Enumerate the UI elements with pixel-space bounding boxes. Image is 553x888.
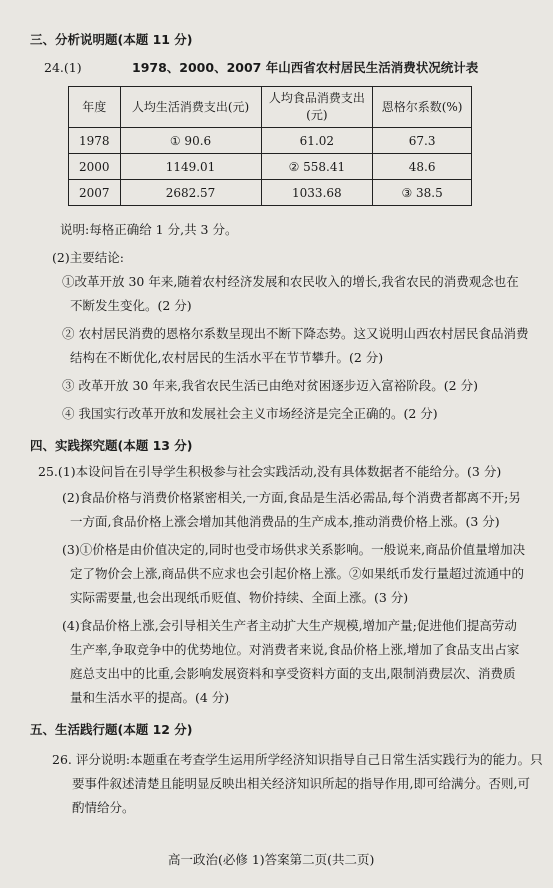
table-cell: 1149.01	[120, 154, 261, 180]
table-cell: 2007	[69, 180, 121, 206]
header-year: 年度	[69, 87, 121, 128]
q25-part4-cont-1: 生产率,争取竞争中的优势地位。对消费者来说,食品价格上涨,增加了食品支出占家	[70, 642, 520, 657]
conclusion-4: ④ 我国实行改革开放和发展社会主义市场经济是完全正确的。(2 分)	[62, 406, 438, 421]
q25-part2-cont: 一方面,食品价格上涨会增加其他消费品的生产成本,推动消费价格上涨。(3 分)	[70, 514, 500, 529]
conclusion-2: ② 农村居民消费的恩格尔系数呈现出不断下降态势。这又说明山西农村居民食品消费	[62, 326, 529, 341]
table-cell: 1033.68	[261, 180, 373, 206]
conclusion-2-cont: 结构在不断优化,农村居民的生活水平在节节攀升。(2 分)	[70, 350, 384, 365]
table-cell: 61.02	[261, 128, 373, 154]
consumption-stats-table	[68, 86, 472, 206]
table-cell: ① 90.6	[120, 128, 261, 154]
table-cell: 1978	[69, 128, 121, 154]
q25-part4-cont-3: 量和生活水平的提高。(4 分)	[70, 690, 230, 705]
q25-part2: (2)食品价格与消费价格紧密相关,一方面,食品是生活必需品,每个消费者都离不开;另	[62, 490, 521, 505]
table-cell: 48.6	[373, 154, 472, 180]
table-cell: ② 558.41	[261, 154, 373, 180]
page-footer: 高一政治(必修 1)答案第二页(共二页)	[168, 852, 375, 867]
conclusion-3: ③ 改革开放 30 年来,我省农民生活已由绝对贫困逐步迈入富裕阶段。(2 分)	[62, 378, 478, 393]
q25-part3-cont-2: 实际需要量,也会出现纸币贬值、物价持续、全面上涨。(3 分)	[70, 590, 409, 605]
section4-heading: 四、实践探究题(本题 13 分)	[30, 438, 193, 453]
q26-line-3: 酌情给分。	[72, 800, 135, 815]
q25-part4-cont-2: 庭总支出中的比重,会影响发展资料和享受资料方面的支出,限制消费层次、消费质	[70, 666, 516, 681]
q24-number: 24.(1)	[44, 60, 82, 75]
q26-line-1: 26. 评分说明:本题重在考查学生运用所学经济知识指导自己日常生活实践行为的能力。只	[52, 752, 543, 767]
header-per-capita-spending: 人均生活消费支出(元)	[120, 87, 261, 128]
header-per-capita-food: 人均食品消费支出(元)	[261, 87, 373, 128]
table-cell: 2682.57	[120, 180, 261, 206]
conclusion-1-cont: 不断发生变化。(2 分)	[70, 298, 192, 313]
table-row	[69, 180, 472, 206]
conclusion-1: ①改革开放 30 年来,随着农村经济发展和农民收入的增长,我省农民的消费观念也在	[62, 274, 519, 289]
section5-heading: 五、生活践行题(本题 12 分)	[30, 722, 193, 737]
q26-line-2: 要事件叙述清楚且能明显反映出相关经济知识所起的指导作用,即可给满分。否则,可	[72, 776, 530, 791]
table-header-row	[69, 87, 472, 128]
table-row	[69, 128, 472, 154]
scoring-note: 说明:每格正确给 1 分,共 3 分。	[60, 222, 238, 237]
table-cell: 67.3	[373, 128, 472, 154]
table-row	[69, 154, 472, 180]
table-cell: ③ 38.5	[373, 180, 472, 206]
q25-part4: (4)食品价格上涨,会引导相关生产者主动扩大生产规模,增加产量;促进他们提高劳动	[62, 618, 517, 633]
q25-part3-cont-1: 定了物价会上涨,商品供不应求也会引起价格上涨。②如果纸币发行量超过流通中的	[70, 566, 524, 581]
section3-heading: 三、分析说明题(本题 11 分)	[30, 32, 193, 47]
conclusion-label: (2)主要结论:	[52, 250, 124, 265]
table-cell: 2000	[69, 154, 121, 180]
q25-part1: 25.(1)本设问旨在引导学生积极参与社会实践活动,没有具体数据者不能给分。(3 分)	[38, 464, 502, 479]
header-engel-coefficient: 恩格尔系数(%)	[373, 87, 472, 128]
table-title: 1978、2000、2007 年山西省农村居民生活消费状况统计表	[132, 60, 479, 75]
q25-part3: (3)①价格是由价值决定的,同时也受市场供求关系影响。一般说来,商品价值量增加决	[62, 542, 526, 557]
